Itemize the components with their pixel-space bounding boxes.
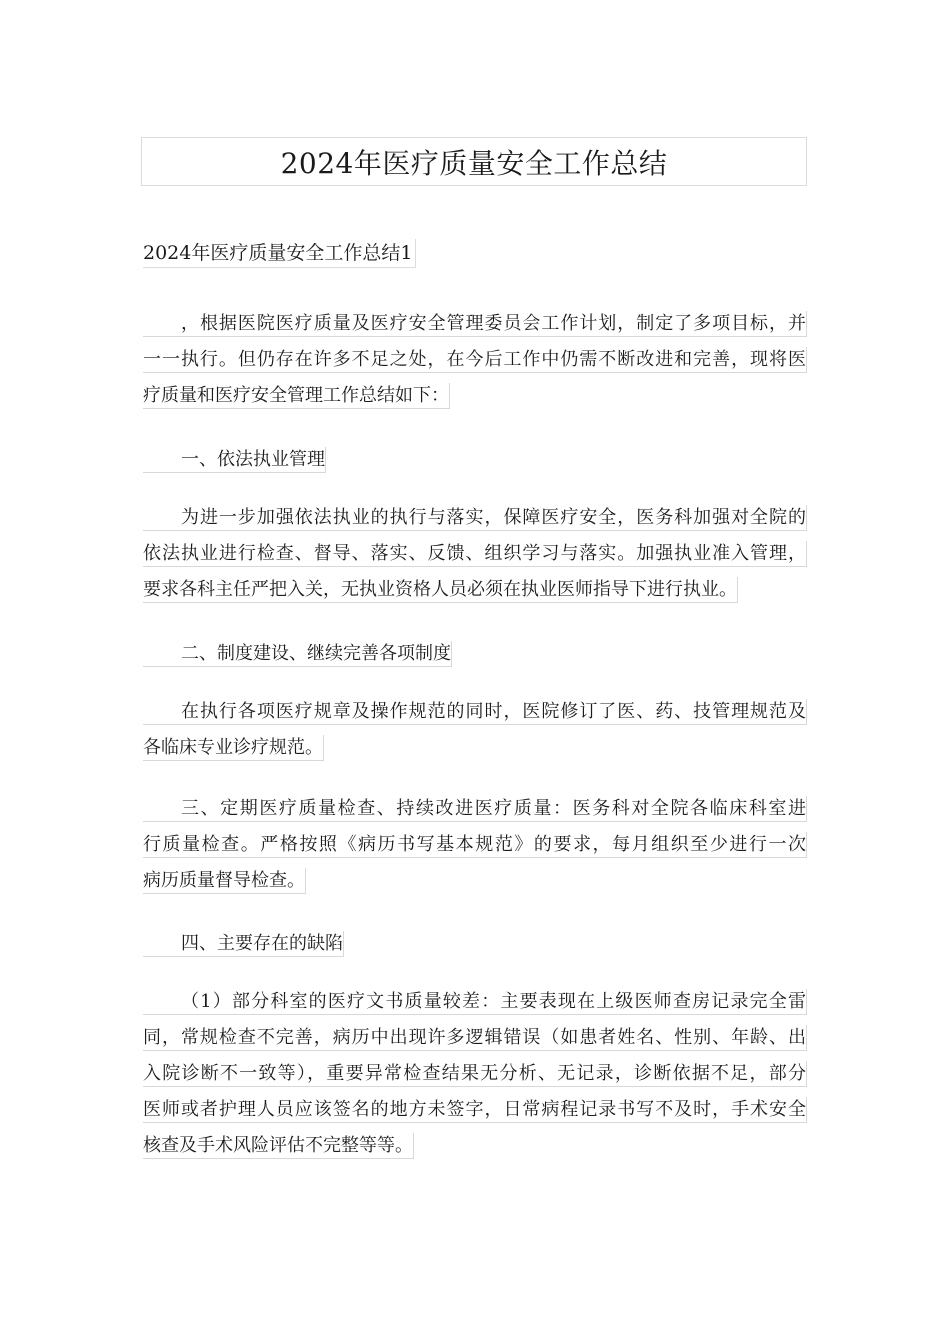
defects-paragraph [143, 989, 807, 1169]
paragraph-line: 一、依法执业管理 [143, 447, 326, 473]
document-title: 2024年医疗质量安全工作总结 [280, 146, 668, 180]
system-building-paragraph [143, 699, 807, 771]
paragraph-line: 三、定期医疗质量检查、持续改进医疗质量：医务科对全院各临床科室进 [143, 796, 807, 822]
quality-check-paragraph [143, 796, 807, 904]
paragraph-line: 病历质量督导检查。 [143, 868, 306, 894]
paragraph-line: 核查及手术风险评估不完整等等。 [143, 1133, 414, 1159]
paragraph-line: 疗质量和医疗安全管理工作总结如下： [143, 383, 450, 409]
paragraph-line: 各临床专业诊疗规范。 [143, 735, 324, 761]
paragraph-line: 入院诊断不一致等），重要异常检查结果无分析、无记录，诊断依据不足，部分 [143, 1061, 807, 1087]
intro-paragraph [143, 311, 807, 419]
paragraph-line: 在执行各项医疗规章及操作规范的同时，医院修订了医、药、技管理规范及 [143, 699, 807, 725]
paragraph-line: ，根据医院医疗质量及医疗安全管理委员会工作计划，制定了多项目标，并 [143, 311, 807, 337]
heading-main-defects [143, 931, 807, 967]
paragraph-line: 二、制度建设、继续完善各项制度 [143, 641, 452, 667]
section-heading: 2024年医疗质量安全工作总结1 [143, 239, 416, 268]
document-title-box [141, 137, 807, 186]
heading-system-building [143, 641, 807, 677]
paragraph-line: 一一执行。但仍存在许多不足之处，在今后工作中仍需不断改进和完善，现将医 [143, 347, 807, 373]
paragraph-line: 依法执业进行检查、督导、落实、反馈、组织学习与落实。加强执业准入管理， [143, 541, 807, 567]
paragraph-line: 医师或者护理人员应该签名的地方未签字，日常病程记录书写不及时，手术安全 [143, 1097, 807, 1123]
paragraph-line: 同，常规检查不完善，病历中出现许多逻辑错误（如患者姓名、性别、年龄、出 [143, 1025, 807, 1051]
paragraph-line: （1）部分科室的医疗文书质量较差：主要表现在上级医师查房记录完全雷 [143, 989, 807, 1015]
paragraph-line: 四、主要存在的缺陷 [143, 931, 344, 957]
paragraph-line: 要求各科主任严把入关，无执业资格人员必须在执业医师指导下进行执业。 [143, 577, 738, 603]
legal-practice-paragraph [143, 505, 807, 613]
paragraph-line: 为进一步加强依法执业的执行与落实，保障医疗安全，医务科加强对全院的 [143, 505, 807, 531]
paragraph-line: 行质量检查。严格按照《病历书写基本规范》的要求，每月组织至少进行一次 [143, 832, 807, 858]
heading-legal-practice [143, 447, 807, 483]
